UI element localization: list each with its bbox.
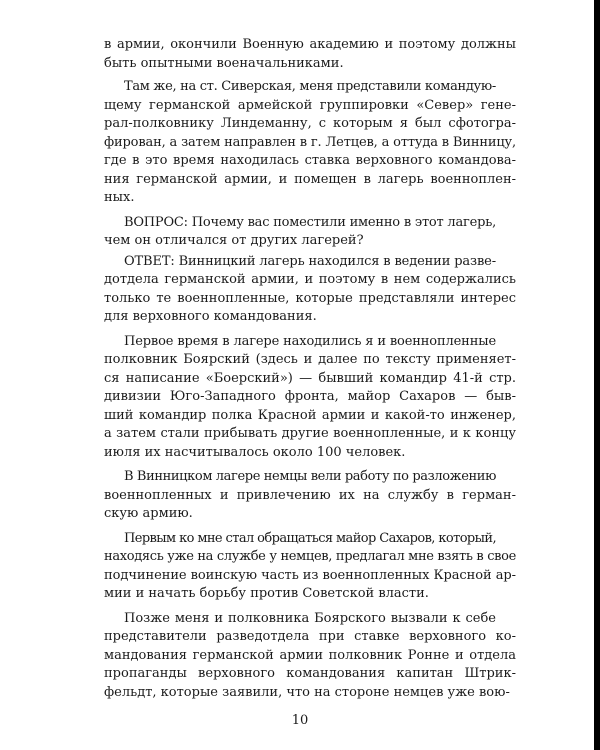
text-line: чем он отличался от других лагерей? bbox=[104, 233, 364, 248]
text-line: ший командир полка Красной армии и какой-то инженер, bbox=[104, 407, 516, 423]
page-number: 10 bbox=[291, 713, 309, 728]
text-line: щему германской армейской группировки «Север» гене- bbox=[104, 97, 516, 113]
paragraph bbox=[104, 530, 516, 604]
paragraph bbox=[104, 78, 516, 208]
text-line: фельдт, которые заявили, что на стороне немцев уже вою- bbox=[104, 684, 510, 700]
text-line: мандования германской армии полковник Ронне и отдела bbox=[104, 647, 516, 663]
text-line: ных. bbox=[104, 190, 135, 205]
text-line: только те военнопленные, которые представляли интерес bbox=[104, 290, 516, 306]
text-line: представители разведотдела при ставке верховного ко- bbox=[104, 629, 516, 644]
text-line: подчинение воинскую часть из военнопленных Красной ар- bbox=[104, 567, 516, 583]
page-edge-shadow bbox=[594, 0, 600, 750]
paragraph bbox=[104, 333, 516, 463]
text-line: где в это время находилась ставка верховного командова- bbox=[104, 153, 516, 168]
text-line: военнопленных и привлечению их на службу в герман- bbox=[104, 487, 516, 503]
text-line: в армии, окончили Военную академию и поэтому должны bbox=[104, 37, 516, 52]
text-line: мии и начать борьбу против Советской власти. bbox=[104, 586, 429, 601]
text-line: полковник Боярский (здесь и далее по тексту применяет- bbox=[104, 352, 516, 367]
text-line: дивизии Юго-Западного фронта, майор Сахаров — быв- bbox=[104, 389, 516, 404]
text-line: скую армию. bbox=[104, 506, 193, 521]
text-line: фирован, а затем направлен в г. Летцев, а оттуда в Винницу, bbox=[104, 134, 516, 150]
paragraph bbox=[104, 253, 516, 327]
text-line: а затем стали прибывать другие военнопленные, и к концу bbox=[104, 426, 516, 441]
text-line: рал-полковнику Линдеманну, с которым я был сфотогра- bbox=[104, 116, 516, 131]
text-line: июля их насчитывалось около 100 человек. bbox=[104, 444, 406, 460]
text-line: быть опытными военачальниками. bbox=[104, 55, 344, 71]
text-line: пропаганды верховного командования капитан Штрик- bbox=[104, 666, 516, 681]
paragraph bbox=[104, 610, 516, 703]
paragraph bbox=[104, 214, 516, 251]
text-line: Первое время в лагере находились я и военнопленные bbox=[124, 333, 496, 349]
text-line: Там же, на ст. Сиверская, меня представили командую- bbox=[124, 79, 496, 94]
text-line: ВОПРОС: Почему вас поместили именно в этот лагерь, bbox=[124, 214, 496, 230]
paragraph bbox=[104, 36, 516, 73]
text-line: Позже меня и полковника Боярского вызвали к себе bbox=[124, 610, 496, 626]
text-line: ния германской армии, и помещен в лагерь военноплен- bbox=[104, 171, 516, 187]
body-text bbox=[104, 36, 516, 702]
text-line: для верховного командования. bbox=[104, 309, 317, 324]
paragraph bbox=[104, 468, 516, 524]
text-line: Первым ко мне стал обращаться майор Сахаров, который, bbox=[124, 530, 496, 546]
text-line: ОТВЕТ: Винницкий лагерь находился в ведении разве- bbox=[124, 253, 496, 269]
text-line: В Винницком лагере немцы вели работу по разложению bbox=[124, 469, 496, 484]
text-line: находясь уже на службе у немцев, предлагал мне взять в свое bbox=[104, 549, 516, 564]
text-line: дотдела германской армии, и поэтому в нем содержались bbox=[104, 272, 516, 287]
text-line: ся написание «Боерский») — бывший командир 41-й стр. bbox=[104, 370, 516, 386]
